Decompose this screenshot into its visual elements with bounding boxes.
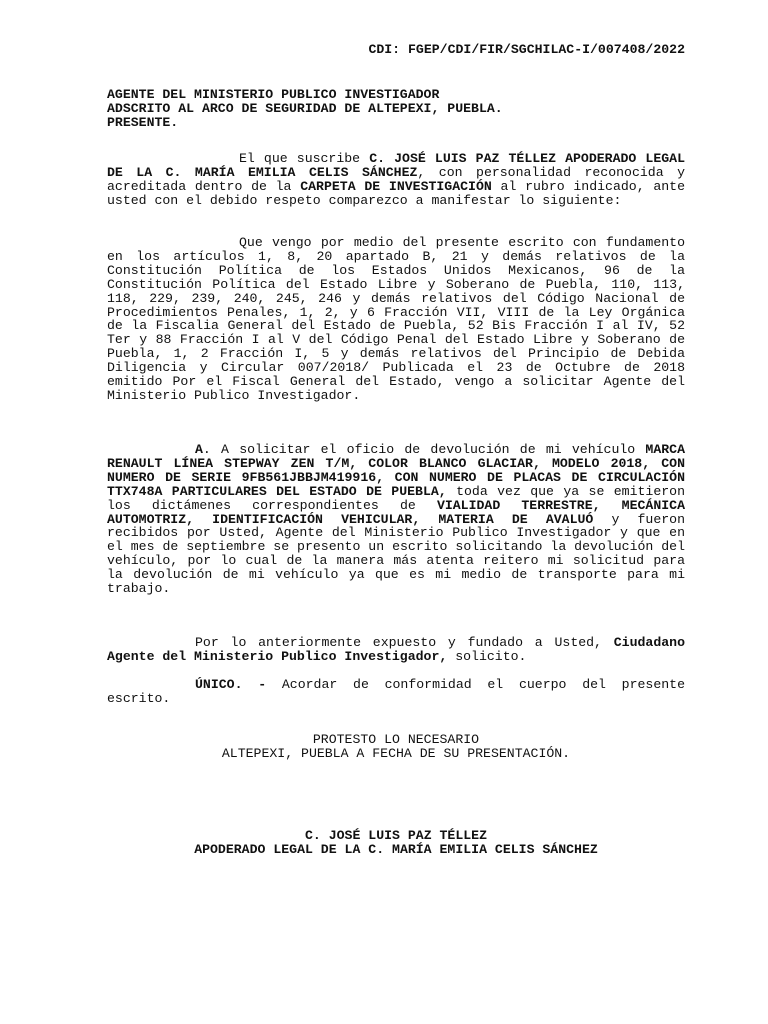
request-text-2: toda vez que ya se emitieron los dictámenes correspondientes de bbox=[107, 483, 685, 513]
unico-paragraph bbox=[107, 678, 685, 706]
intro-text-3: al rubro indicado, ante usted con el debido respeto comparezco a manifestar lo siguiente: bbox=[107, 178, 686, 208]
intro-text-1: El que suscribe bbox=[239, 151, 370, 166]
dictamenes-list: VIALIDAD TERRESTRE, MECÁNICA AUTOMOTRIZ, IDENTIFICACIÓN VEHICULAR, MATERIA DE AVALUÓ bbox=[107, 497, 685, 527]
closing-line-1: PROTESTO LO NECESARIO bbox=[312, 732, 480, 747]
request-letter: A bbox=[195, 442, 203, 457]
petition-text-1: Por lo anteriormente expuesto y fundado a Usted, bbox=[195, 635, 614, 650]
intro-bold-2: CARPETA DE INVESTIGACIÓN bbox=[300, 178, 492, 194]
unico-label: ÚNICO. - bbox=[195, 677, 267, 692]
signature-name: C. JOSÉ LUIS PAZ TÉLLEZ bbox=[304, 828, 488, 843]
request-paragraph bbox=[107, 443, 685, 596]
intro-paragraph bbox=[107, 152, 685, 208]
unico-text: Acordar de conformidad el cuerpo del presente escrito. bbox=[107, 677, 685, 706]
legal-basis-text: Que vengo por medio del presente escrito con fundamento en los artículos 1, 8, 20 apartado B, 21 y demás relativos de la Constitución Política de los Estados Unidos Mexicanos, 96 de la Constitución Política del Estado Libre y Soberano de Puebla, 110, 113, 118, 229, 239, 240, 245, 246 y demás relativos del Código Nacional de Procedimientos Penales, 1, 2, y 6 Fracción VII, VIII de la Ley Orgánica de la Fiscalia General del Estado de Puebla, 52 Bis Fracción I al IV, 52 Ter y 88 Fracción I al V del Código Penal del Estado Libre y Soberano de Puebla, 1, 2 Fracción I, 5 y demás relativos del Principio de Debida Diligencia y Circular 007/2018/ Publicada el 23 de Octubre de 2018 emitido Por el Fiscal General del Estado, vengo a solicitar Agente del Ministerio Publico Investigador. bbox=[107, 235, 685, 403]
legal-basis-paragraph bbox=[107, 236, 685, 403]
vehicle-details: MARCA RENAULT LÍNEA STEPWAY ZEN T/M, COLOR BLANCO GLACIAR, MODELO 2018, CON NUMERO DE SERIE 9FB561JBBJM419916, CON NUMERO DE PLACAS DE CIRCULACIÓN TTX748A PARTICULARES DEL ESTADO DE PUEBLA, bbox=[107, 442, 685, 499]
petition-paragraph bbox=[107, 636, 685, 664]
addressee-line-1: AGENTE DEL MINISTERIO PUBLICO INVESTIGADOR bbox=[107, 87, 440, 102]
case-number: CDI: FGEP/CDI/FIR/SGCHILAC-I/007408/2022 bbox=[368, 42, 685, 57]
signature-title: APODERADO LEGAL DE LA C. MARÍA EMILIA CELIS SÁNCHEZ bbox=[194, 841, 598, 857]
addressee-line-3: PRESENTE. bbox=[107, 114, 179, 130]
closing-line-2: ALTEPEXI, PUEBLA A FECHA DE SU PRESENTACIÓN. bbox=[221, 745, 571, 761]
intro-bold-1: C. JOSÉ LUIS PAZ TÉLLEZ APODERADO LEGAL DE LA C. MARÍA EMILIA CELIS SÁNCHEZ bbox=[107, 151, 685, 180]
request-text-3: y fueron recibidos por Usted, Agente del Ministerio Publico Investigador y que en el mes de septiembre se presento un escrito solicitando la devolución del vehículo, por lo cual de la manera más atenta reitero mi solicitud para la devolución de mi vehículo ya que es mi medio de transporte para mi trabajo. bbox=[107, 511, 685, 597]
closing-block bbox=[107, 733, 685, 761]
intro-text-2: , con personalidad reconocida y acreditada dentro de la bbox=[107, 164, 686, 194]
signature-block bbox=[107, 829, 685, 857]
request-text-1: . A solicitar el oficio de devolución de mi vehículo bbox=[202, 442, 646, 457]
petition-bold: Ciudadano Agente del Ministerio Publico Investigador, bbox=[107, 635, 685, 664]
petition-text-2: solicito. bbox=[447, 648, 527, 664]
addressee-header bbox=[107, 88, 685, 130]
addressee-line-2: ADSCRITO AL ARCO DE SEGURIDAD DE ALTEPEXI, PUEBLA. bbox=[107, 100, 503, 116]
